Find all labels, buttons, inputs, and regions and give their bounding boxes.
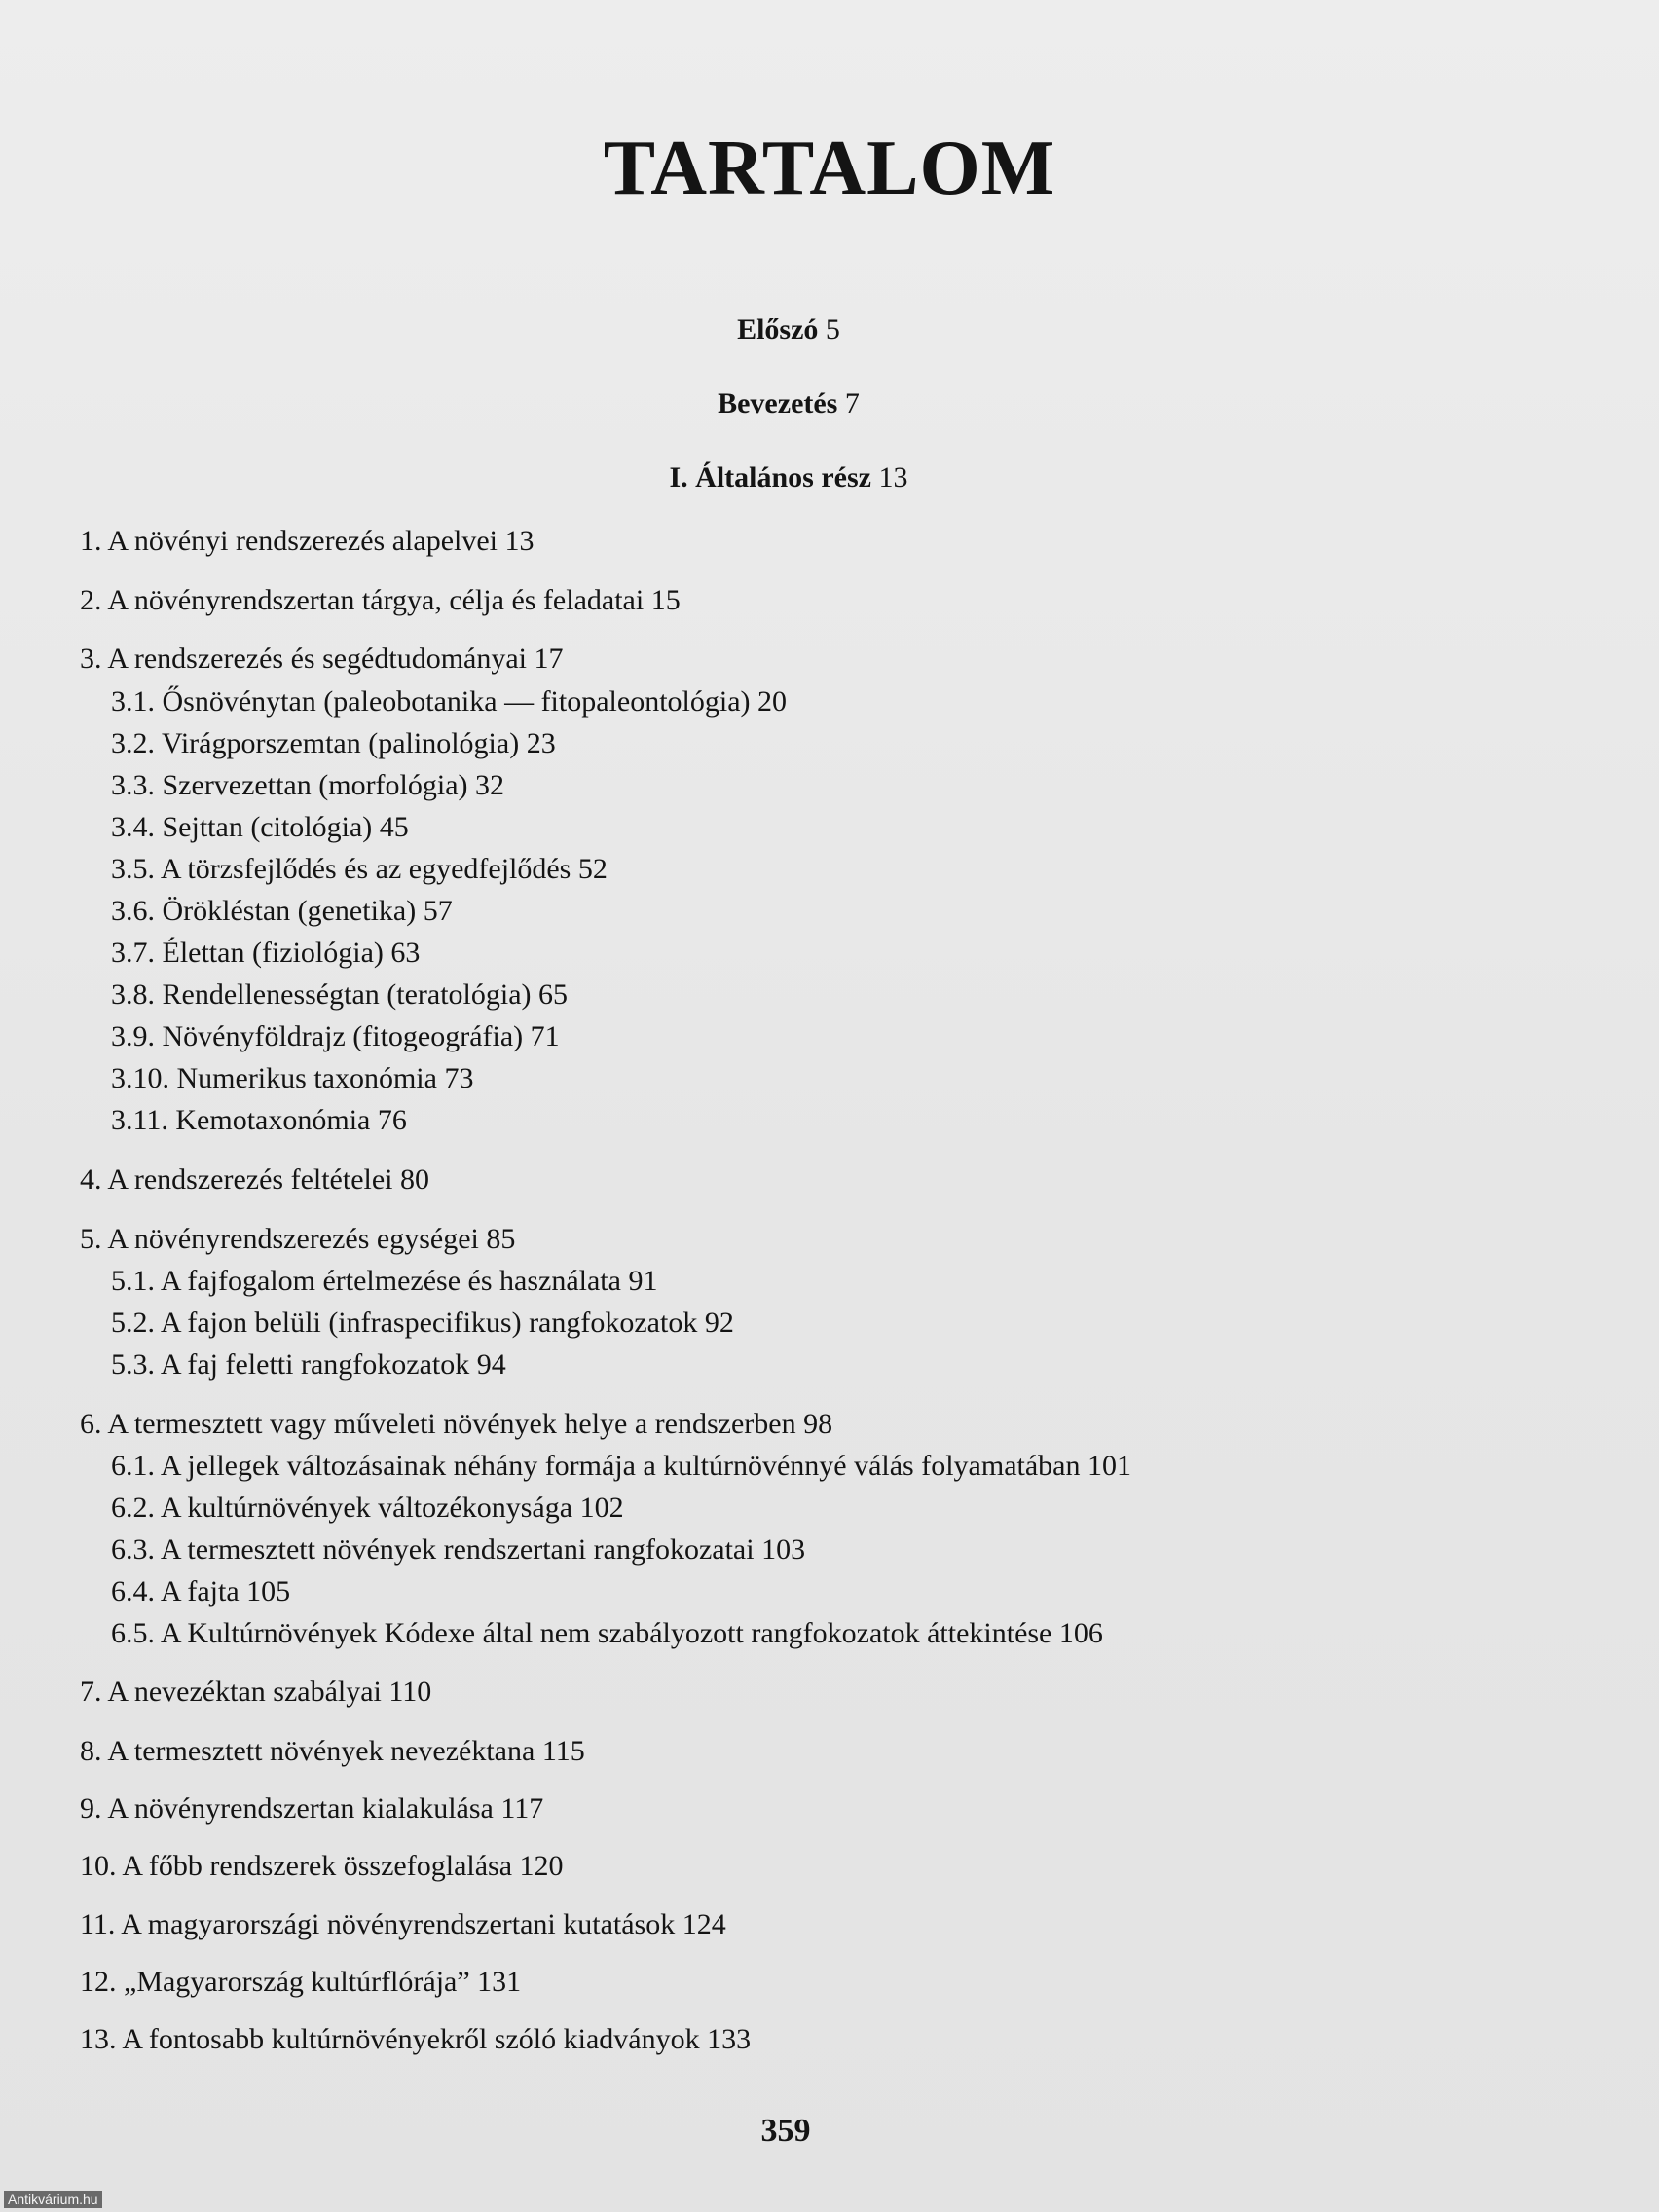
toc-entry-6-2: 6.2. A kultúrnövények változékonysága 102	[111, 1492, 624, 1524]
toc-entry-3-7: 3.7. Élettan (fiziológia) 63	[111, 937, 421, 969]
toc-entry-5: 5. A növényrendszerezés egységei 85	[80, 1223, 516, 1255]
toc-entry-3-3: 3.3. Szervezettan (morfológia) 32	[111, 769, 505, 801]
toc-entry-3-6: 3.6. Örökléstan (genetika) 57	[111, 895, 453, 927]
heading-label: Bevezetés	[718, 387, 838, 420]
heading-label: I. Általános rész	[669, 461, 871, 494]
heading-page: 5	[825, 313, 840, 346]
toc-entry-6-1: 6.1. A jellegek változásainak néhány formája a kultúrnövénnyé válás folyamatában 101	[111, 1450, 1131, 1482]
toc-entry-5-3: 5.3. A faj feletti rangfokozatok 94	[111, 1348, 506, 1381]
toc-entry-3-5: 3.5. A törzsfejlődés és az egyedfejlődés 52	[111, 853, 608, 885]
toc-entry-4: 4. A rendszerezés feltételei 80	[80, 1163, 430, 1196]
toc-entry-2: 2. A növényrendszertan tárgya, célja és feladatai 15	[80, 584, 681, 616]
toc-entry-10: 10. A főbb rendszerek összefoglalása 120	[80, 1850, 564, 1882]
toc-entry-6-3: 6.3. A termesztett növények rendszertani rangfokozatai 103	[111, 1533, 806, 1566]
toc-entry-3-2: 3.2. Virágporszemtan (palinológia) 23	[111, 727, 556, 759]
toc-entry-1: 1. A növényi rendszerezés alapelvei 13	[80, 525, 535, 557]
toc-entry-3-10: 3.10. Numerikus taxonómia 73	[111, 1062, 474, 1094]
heading-label: Előszó	[737, 313, 819, 346]
heading-altalanos-resz	[0, 461, 1577, 495]
toc-entry-8: 8. A termesztett növények nevezéktana 115	[80, 1735, 585, 1767]
toc-entry-9: 9. A növényrendszertan kialakulása 117	[80, 1792, 544, 1825]
toc-entry-6-4: 6.4. A fajta 105	[111, 1575, 291, 1607]
toc-entry-11: 11. A magyarországi növényrendszertani kutatások 124	[80, 1908, 726, 1940]
toc-entry-12: 12. „Magyarország kultúrflórája” 131	[80, 1966, 522, 1998]
toc-entry-6-5: 6.5. A Kultúrnövények Kódexe által nem szabályozott rangfokozatok áttekintése 106	[111, 1617, 1103, 1649]
toc-entry-5-1: 5.1. A fajfogalom értelmezése és használata 91	[111, 1265, 658, 1297]
toc-entry-3-1: 3.1. Ősnövénytan (paleobotanika — fitopaleontológia) 20	[111, 685, 787, 718]
toc-entry-3-4: 3.4. Sejttan (citológia) 45	[111, 811, 409, 843]
toc-entry-6: 6. A termesztett vagy műveleti növények helye a rendszerben 98	[80, 1408, 833, 1440]
site-watermark: Antikvárium.hu	[4, 2191, 102, 2208]
toc-entry-3-11: 3.11. Kemotaxonómia 76	[111, 1104, 407, 1136]
page-number: 359	[760, 2113, 811, 2149]
page-title: TARTALOM	[603, 126, 1056, 211]
heading-page: 7	[844, 387, 860, 420]
heading-eloszo	[0, 313, 1577, 347]
toc-entry-3: 3. A rendszerezés és segédtudományai 17	[80, 643, 564, 675]
heading-page: 13	[878, 461, 908, 494]
toc-entry-5-2: 5.2. A fajon belüli (infraspecifikus) rangfokozatok 92	[111, 1307, 734, 1339]
toc-entry-7: 7. A nevezéktan szabályai 110	[80, 1676, 432, 1708]
toc-entry-13: 13. A fontosabb kultúrnövényekről szóló kiadványok 133	[80, 2023, 752, 2055]
toc-entry-3-9: 3.9. Növényföldrajz (fitogeográfia) 71	[111, 1020, 560, 1052]
heading-bevezetes	[0, 387, 1577, 421]
toc-entry-3-8: 3.8. Rendellenességtan (teratológia) 65	[111, 978, 569, 1011]
